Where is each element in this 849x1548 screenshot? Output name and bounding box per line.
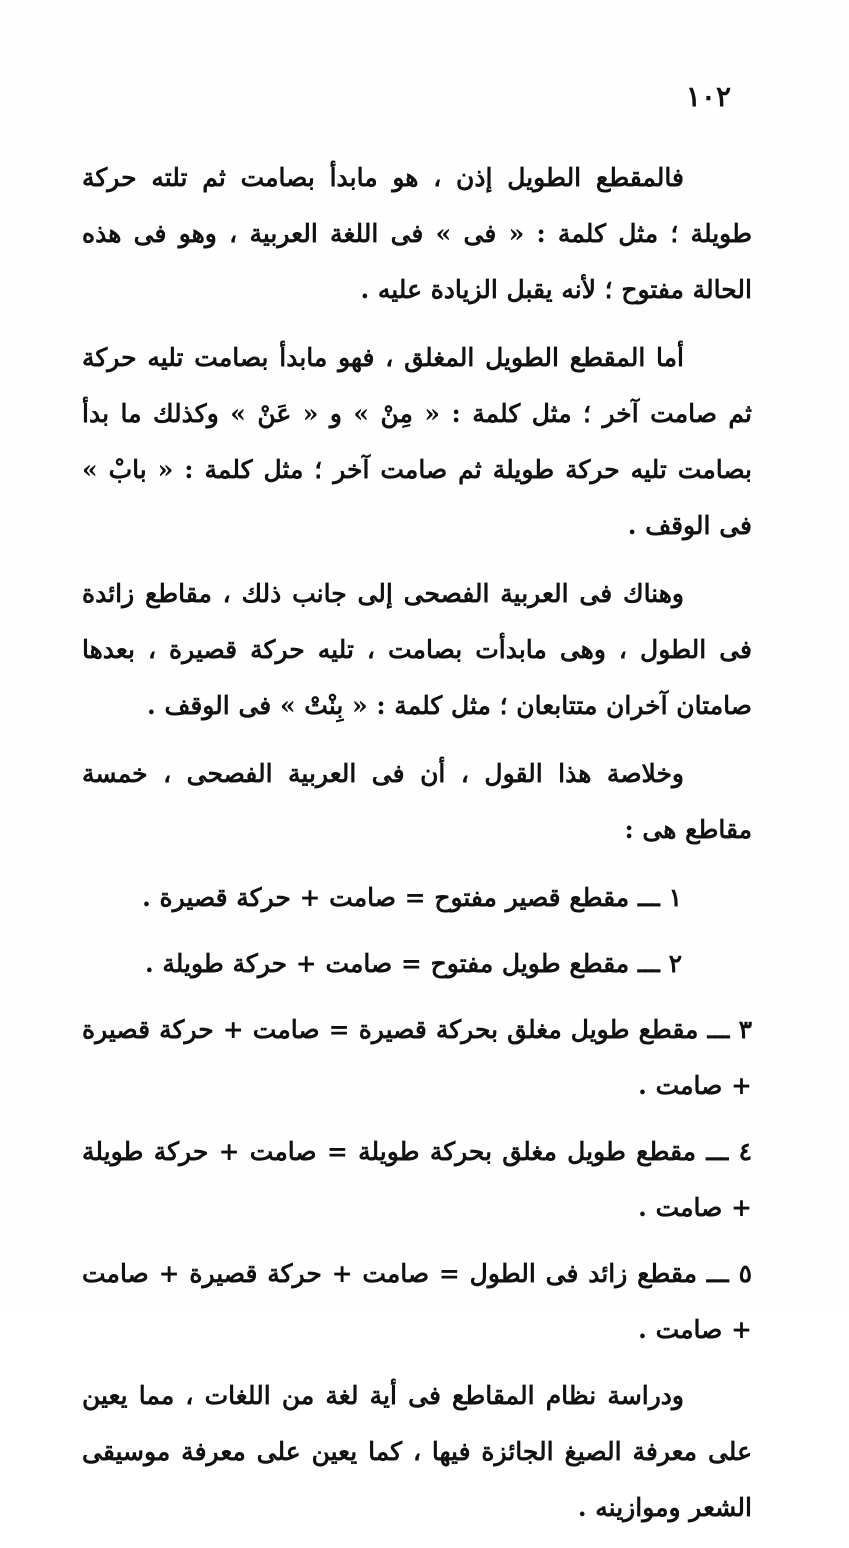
list-item-1: ١ ـــ مقطع قصير مفتوح = صامت + حركة قصيرة .	[142, 883, 682, 912]
list-item-3: ٣ ـــ مقطع طويل مغلق بحركة قصيرة = صامت + حركة قصيرة + صامت .	[82, 1015, 752, 1100]
paragraph-long-open-syllable: فالمقطع الطويل إذن ، هو مابدأ بصامت ثم تلته حركة طويلة ؛ مثل كلمة : « فى » فى اللغة العربية ، وهو فى هذه الحالة مفتوح ؛ لأنه يقبل الزيادة عليه .	[82, 163, 752, 304]
page-number: ١٠٢	[685, 80, 731, 113]
page-body	[82, 150, 752, 1548]
paragraph-closing: ودراسة نظام المقاطع فى أية لغة من اللغات ، مما يعين على معرفة الصيغ الجائزة فيها ، كما يعين على معرفة موسيقى الشعر وموازينه .	[82, 1381, 752, 1522]
list-item-2: ٢ ـــ مقطع طويل مفتوح = صامت + حركة طويلة .	[144, 949, 682, 978]
paragraph-long-closed-syllable: أما المقطع الطويل المغلق ، فهو مابدأ بصامت تليه حركة ثم صامت آخر ؛ مثل كلمة : « مِنْ » و « عَنْ » وكذلك ما بدأ بصامت تليه حركة طويلة ثم صامت آخر ؛ مثل كلمة : « بابْ » فى الوقف .	[82, 343, 752, 540]
paragraph-extra-long-syllable: وهناك فى العربية الفصحى إلى جانب ذلك ، مقاطع زائدة فى الطول ، وهى مابدأت بصامت ، تليه حركة قصيرة ، بعدها صامتان آخران متتابعان ؛ مثل كلمة : « بِنْتْ » فى الوقف .	[82, 579, 752, 720]
paragraph-summary-intro: وخلاصة هذا القول ، أن فى العربية الفصحى ، خمسة مقاطع هى :	[82, 759, 752, 844]
list-item-5: ٥ ـــ مقطع زائد فى الطول = صامت + حركة قصيرة + صامت + صامت .	[82, 1259, 752, 1344]
list-item-4: ٤ ـــ مقطع طويل مغلق بحركة طويلة = صامت + حركة طويلة + صامت .	[82, 1137, 752, 1222]
